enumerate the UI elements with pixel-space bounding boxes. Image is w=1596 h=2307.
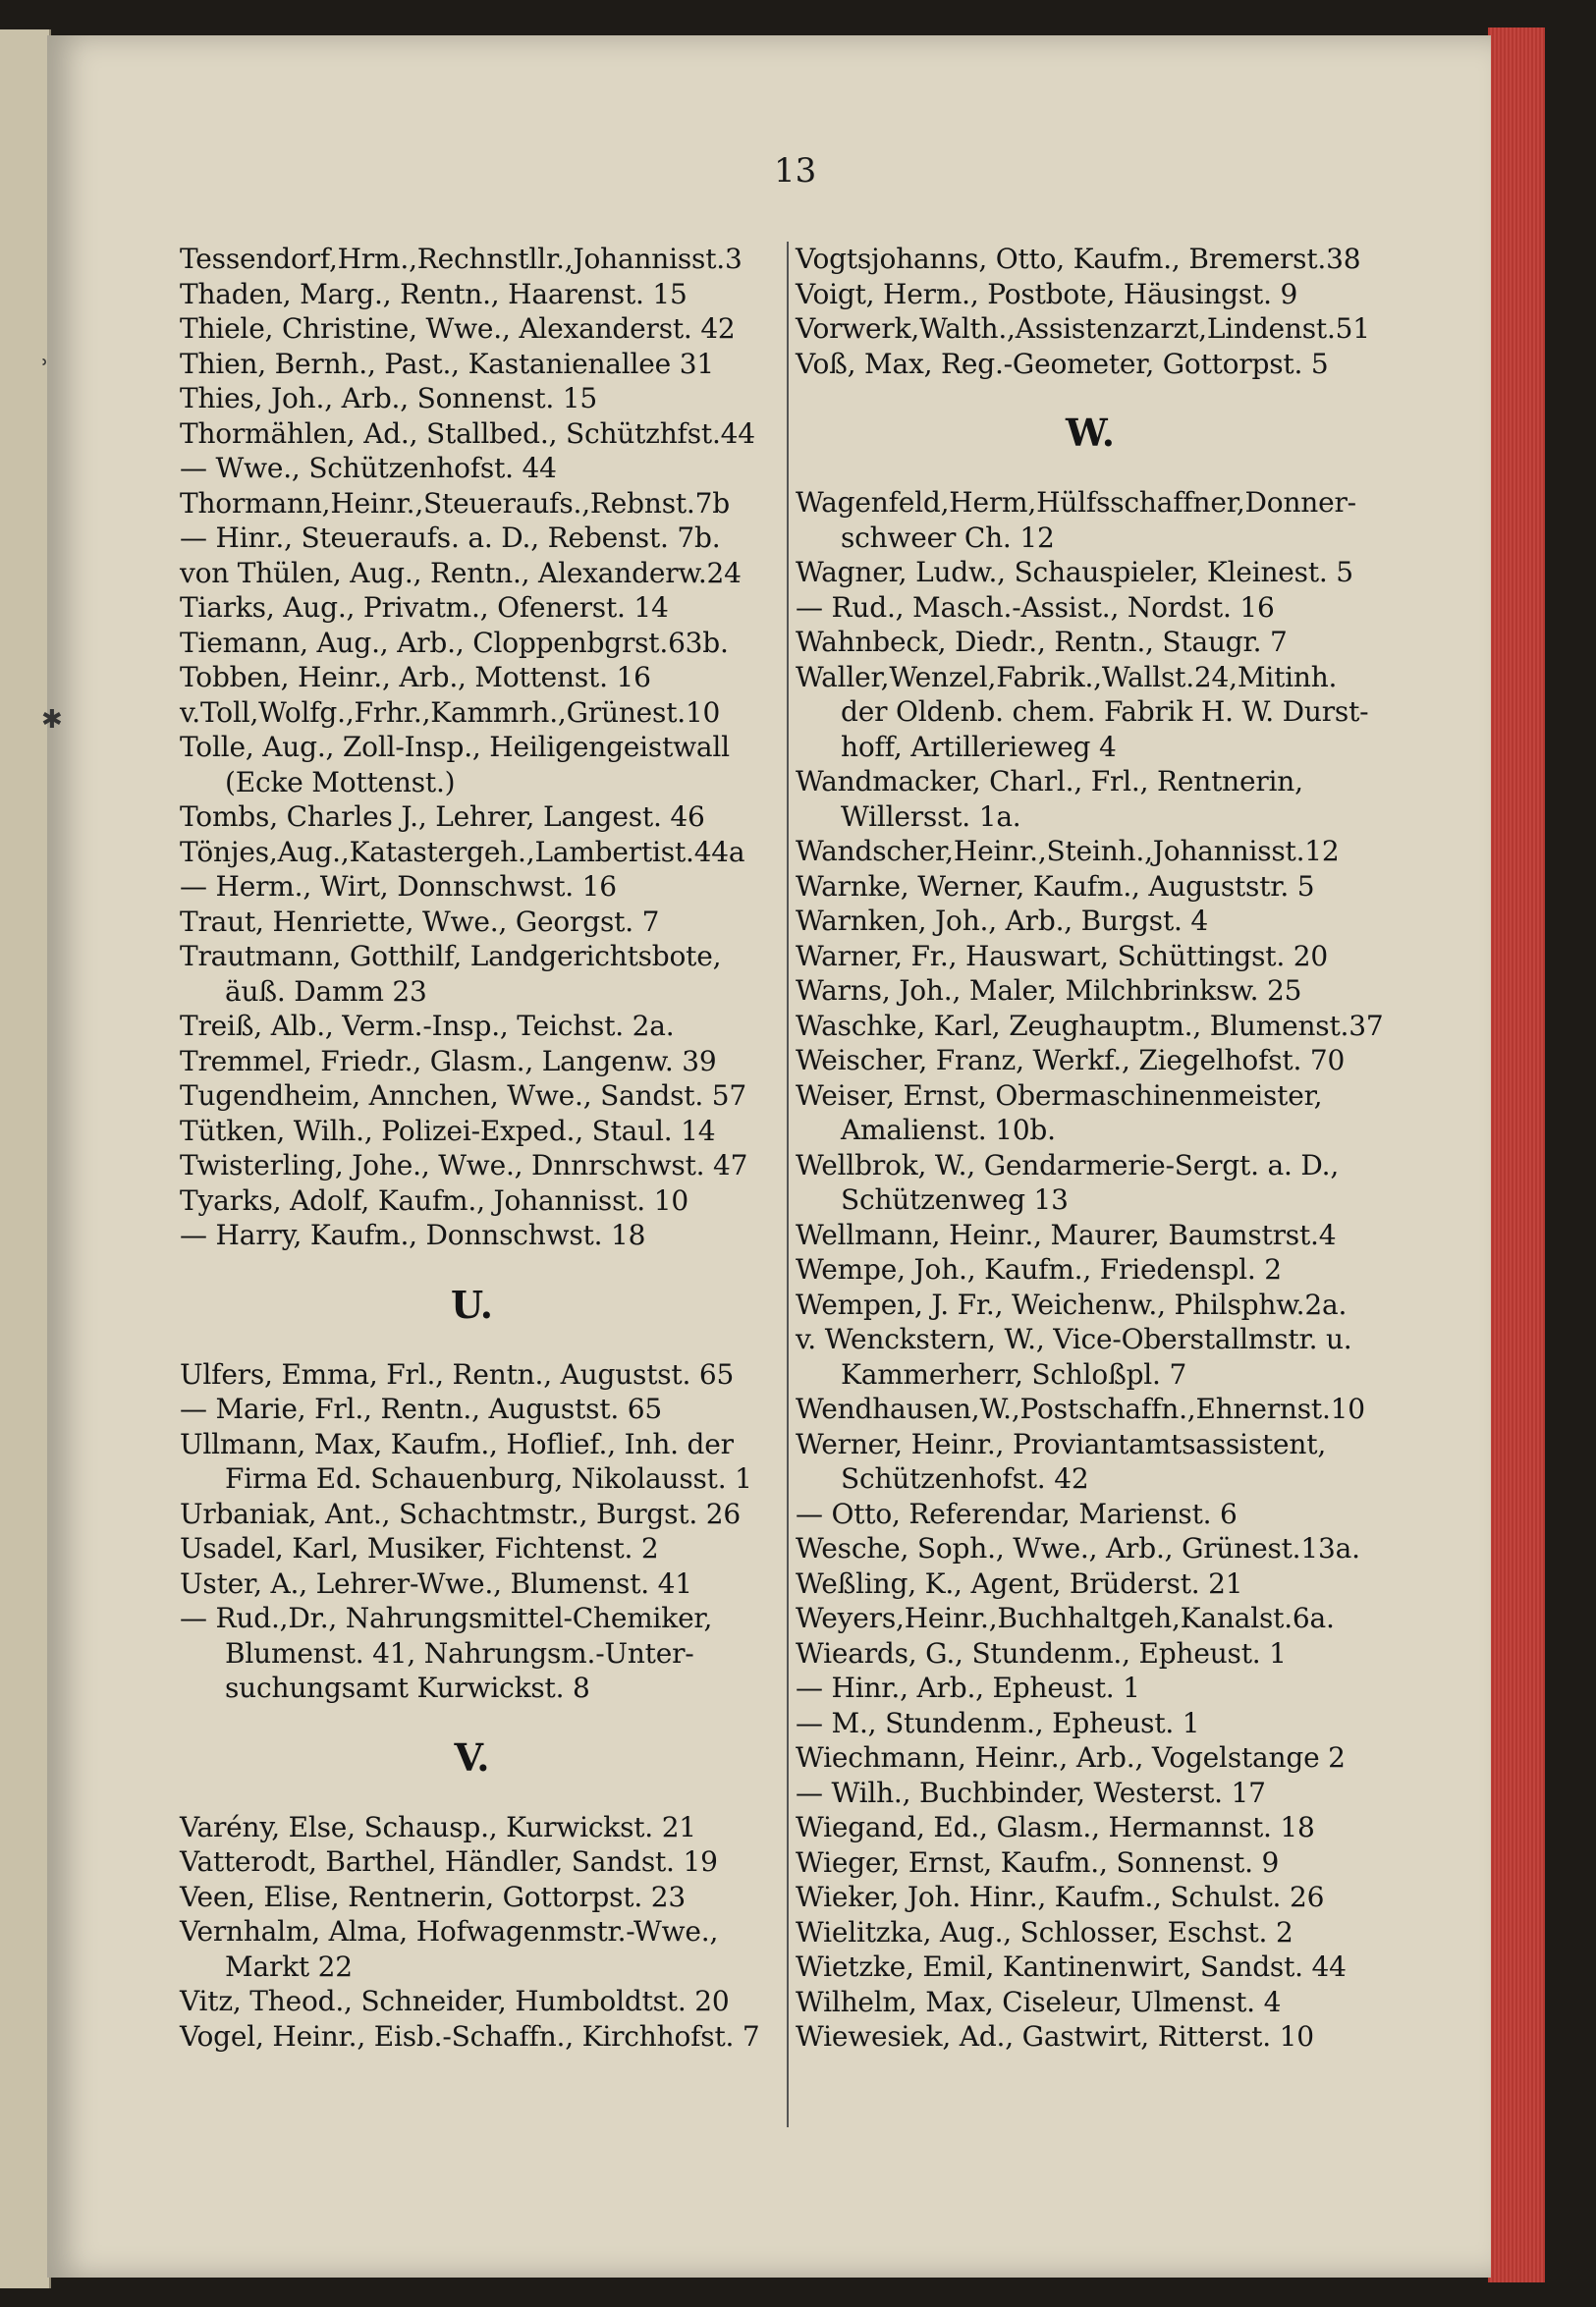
directory-entry: Tütken, Wilh., Polizei-Exped., Staul. 14 [180,1114,716,1147]
entries-v-continued [796,242,1385,381]
directory-entry: Tremmel, Friedr., Glasm., Langenw. 39 [180,1044,717,1077]
right-column [796,242,1385,2055]
directory-entry: — Rud., Masch.-Assist., Nordst. 16 [796,590,1275,624]
directory-entry: Wiechmann, Heinr., Arb., Vogelstange 2 [796,1741,1346,1774]
directory-entry-continuation: Schützenhofst. 42 [841,1462,1089,1495]
directory-entry: Warnken, Joh., Arb., Burgst. 4 [796,905,1209,937]
directory-entry: Wempe, Joh., Kaufm., Friedenspl. 2 [796,1253,1282,1286]
directory-entry: — Rud.,Dr., Nahrungsmittel-Chemiker, [180,1602,713,1634]
directory-entry: Tyarks, Adolf, Kaufm., Johannisst. 10 [180,1183,688,1217]
directory-entry-continuation: Firma Ed. Schauenburg, Nikolausst. 1 [225,1462,752,1495]
directory-entry: Thiele, Christine, Wwe., Alexanderst. 42 [180,312,736,345]
directory-entry: Tönjes,Aug.,Katastergeh.,Lambertist.44a [180,835,745,868]
directory-entry: von Thülen, Aug., Rentn., Alexanderw.24 [180,556,742,589]
entries-u [180,1357,764,1706]
directory-entry-continuation: hoff, Artillerieweg 4 [841,730,1117,763]
directory-entry: Wiewesiek, Ad., Gastwirt, Ritterst. 10 [796,2020,1314,2053]
directory-entry: — Harry, Kaufm., Donnschwst. 18 [180,1219,646,1251]
directory-entry: Thies, Joh., Arb., Sonnenst. 15 [180,382,598,414]
directory-entry: Trautmann, Gotthilf, Landgerichtsbote, [180,940,722,972]
directory-entry: — M., Stundenm., Epheust. 1 [796,1706,1200,1739]
entries-w [796,485,1385,2055]
entries-t [180,242,764,1253]
directory-entry: Ulfers, Emma, Frl., Rentn., Augustst. 65 [180,1357,735,1391]
directory-entry: Voigt, Herm., Postbote, Häusingst. 9 [796,277,1298,310]
directory-entry-continuation: Kammerherr, Schloßpl. 7 [841,1357,1187,1391]
directory-entry: v.Toll,Wolfg.,Frhr.,Kammrh.,Grünest.10 [180,695,721,729]
directory-entry: — Hinr., Arb., Epheust. 1 [796,1672,1140,1704]
directory-entry: — Hinr., Steueraufs. a. D., Rebenst. 7b. [180,522,721,554]
directory-entry-continuation: Markt 22 [225,1950,353,1983]
directory-entry: Vogel, Heinr., Eisb.-Schaffn., Kirchhofst. 7 [180,2019,760,2053]
directory-entry: Waschke, Karl, Zeughauptm., Blumenst.37 [796,1009,1384,1042]
directory-entry: — Wwe., Schützenhofst. 44 [180,452,557,484]
directory-entry: Weiser, Ernst, Obermaschinenmeister, [796,1078,1323,1112]
directory-entry: Wielitzka, Aug., Schlosser, Eschst. 2 [796,1915,1293,1949]
directory-entry: Traut, Henriette, Wwe., Georgst. 7 [180,905,660,938]
directory-entry: Uster, A., Lehrer-Wwe., Blumenst. 41 [180,1566,692,1600]
directory-entry: — Otto, Referendar, Marienst. 6 [796,1497,1238,1530]
directory-page [41,35,1491,2278]
directory-entry: Vogtsjohanns, Otto, Kaufm., Bremerst.38 [796,243,1361,275]
directory-entry: Thormählen, Ad., Stallbed., Schützhfst.44 [180,416,755,450]
directory-entry: Wieker, Joh. Hinr., Kaufm., Schulst. 26 [796,1881,1325,1913]
directory-entry: Wilhelm, Max, Ciseleur, Ulmenst. 4 [796,1985,1282,2018]
directory-entry: v. Wenckstern, W., Vice-Oberstallmstr. u. [796,1323,1352,1355]
directory-entry: Wempen, J. Fr., Weichenw., Philsphw.2a. [796,1288,1348,1321]
directory-entry: Wesche, Soph., Wwe., Arb., Grünest.13a. [796,1532,1360,1565]
section-letter-u: U. [451,1282,493,1327]
directory-entry: — Wilh., Buchbinder, Westerst. 17 [796,1776,1266,1809]
directory-entry: Twisterling, Johe., Wwe., Dnnrschwst. 47 [180,1149,748,1181]
column-divider [787,242,789,2127]
directory-entry: — Marie, Frl., Rentn., Augustst. 65 [180,1393,662,1425]
directory-entry: Treiß, Alb., Verm.-Insp., Teichst. 2a. [180,1010,675,1042]
directory-entry: Wandmacker, Charl., Frl., Rentnerin, [796,765,1303,797]
directory-entry: Varény, Else, Schausp., Kurwickst. 21 [180,1810,696,1843]
directory-entry: Vatterodt, Barthel, Händler, Sandst. 19 [180,1845,718,1878]
directory-entry: Warnke, Werner, Kaufm., Auguststr. 5 [796,869,1315,903]
red-book-cover-edge [1488,27,1545,2282]
directory-entry: Wieger, Ernst, Kaufm., Sonnenst. 9 [796,1845,1280,1879]
directory-entry: Wandscher,Heinr.,Steinh.,Johannisst.12 [796,835,1340,867]
directory-entry: Wendhausen,W.,Postschaffn.,Ehnernst.10 [796,1393,1365,1425]
directory-entry: Tolle, Aug., Zoll-Insp., Heiligengeistwall [180,731,730,763]
directory-entry: Tombs, Charles J., Lehrer, Langest. 46 [180,800,705,833]
directory-entry: Waller,Wenzel,Fabrik.,Wallst.24,Mitinh. [796,660,1338,693]
directory-entry: Voß, Max, Reg.-Geometer, Gottorpst. 5 [796,347,1329,380]
directory-entry: Thaden, Marg., Rentn., Haarenst. 15 [180,277,688,310]
directory-entry-continuation: äuß. Damm 23 [225,974,427,1008]
directory-entry: Wagenfeld,Herm,Hülfsschaffner,Donner- [796,486,1356,519]
directory-entry: Urbaniak, Ant., Schachtmstr., Burgst. 26 [180,1497,741,1530]
directory-entry-continuation: suchungsamt Kurwickst. 8 [225,1672,590,1704]
directory-entry: Vernhalm, Alma, Hofwagenmstr.-Wwe., [180,1915,719,1948]
directory-entry-continuation: (Ecke Mottenst.) [225,765,456,798]
directory-entry: Warns, Joh., Maler, Milchbrinksw. 25 [796,974,1302,1007]
directory-entry: Wietzke, Emil, Kantinenwirt, Sandst. 44 [796,1950,1347,1983]
directory-entry: Wagner, Ludw., Schauspieler, Kleinest. 5 [796,556,1353,588]
directory-entry: Wellmann, Heinr., Maurer, Baumstrst.4 [796,1218,1337,1251]
directory-entry-continuation: Blumenst. 41, Nahrungsm.-Unter- [225,1636,694,1670]
directory-entry: Thormann,Heinr.,Steueraufs.,Rebnst.7b [180,486,730,520]
directory-entry: Weischer, Franz, Werkf., Ziegelhofst. 70 [796,1044,1346,1076]
directory-entry: Wahnbeck, Diedr., Rentn., Staugr. 7 [796,626,1288,658]
page-number: 13 [774,151,817,191]
directory-entry-continuation: Willersst. 1a. [841,799,1021,833]
directory-entry: Tobben, Heinr., Arb., Mottenst. 16 [180,661,651,693]
directory-entry-continuation: der Oldenb. chem. Fabrik H. W. Durst- [841,695,1369,728]
directory-entry: Tugendheim, Annchen, Wwe., Sandst. 57 [180,1079,746,1112]
directory-entry: Tessendorf,Hrm.,Rechnstllr.,Johannisst.3 [180,243,743,275]
directory-entry-continuation: schweer Ch. 12 [841,521,1055,554]
directory-entry: Thien, Bernh., Past., Kastanienallee 31 [180,347,714,380]
directory-entry: Vitz, Theod., Schneider, Humboldtst. 20 [180,1985,730,2017]
directory-entry: Wellbrok, W., Gendarmerie-Sergt. a. D., [796,1148,1340,1181]
margin-mark: ʾ [41,356,49,385]
directory-entry: Weyers,Heinr.,Buchhaltgeh,Kanalst.6a. [796,1602,1335,1634]
directory-entry-continuation: Schützenweg 13 [841,1183,1069,1216]
directory-entry: Wiegand, Ed., Glasm., Hermannst. 18 [796,1811,1315,1843]
directory-entry: Usadel, Karl, Musiker, Fichtenst. 2 [180,1532,659,1565]
directory-entry-continuation: Amalienst. 10b. [841,1114,1056,1146]
directory-entry: Wieards, G., Stundenm., Epheust. 1 [796,1636,1287,1670]
entries-v [180,1810,764,2055]
directory-entry: Werner, Heinr., Proviantamtsassistent, [796,1427,1327,1460]
directory-entry: Tiarks, Aug., Privatm., Ofenerst. 14 [180,591,669,624]
section-letter-v: V. [454,1734,490,1780]
directory-entry: Weßling, K., Agent, Brüderst. 21 [796,1566,1243,1600]
directory-entry: Vorwerk,Walth.,Assistenzarzt,Lindenst.51 [796,312,1370,345]
directory-entry: Ullmann, Max, Kaufm., Hoflief., Inh. der [180,1427,734,1460]
directory-entry: — Herm., Wirt, Donnschwst. 16 [180,870,617,903]
directory-entry: Veen, Elise, Rentnerin, Gottorpst. 23 [180,1880,686,1913]
section-letter-w: W. [1066,411,1115,455]
margin-asterisk: ✱ [41,705,63,735]
directory-entry: Warner, Fr., Hauswart, Schüttingst. 20 [796,939,1328,972]
left-column [180,242,764,2054]
directory-entry: Tiemann, Aug., Arb., Cloppenbgrst.63b. [180,626,729,659]
